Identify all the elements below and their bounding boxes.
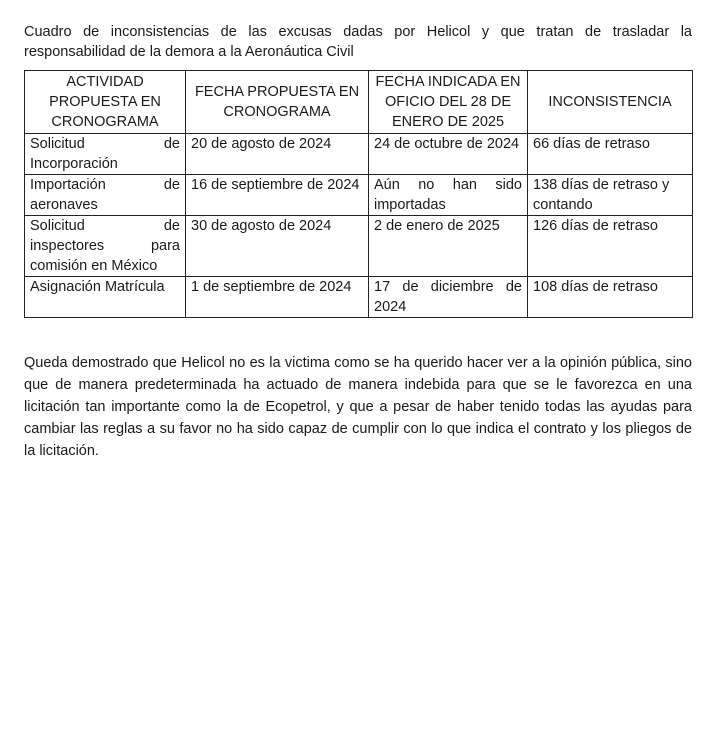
cell-actividad: Solicitud de Incorporación — [25, 134, 186, 175]
cell-inconsistencia: 66 días de retraso — [528, 134, 693, 175]
conclusion-paragraph: Queda demostrado que Helicol no es la victima como se ha querido hacer ver a la opinión pública, sino que de manera predeterminada ha actuado de manera indebida para que se le favorezca en una licitación tan importante como la de Ecopetrol, y que a pesar de haber tenido todas las ayudas para cambiar las reglas a su favor no ha sido capaz de cumplir con lo que indica el contrato y los pliegos de la licitación. — [24, 355, 692, 459]
cell-fecha-oficio: 2 de enero de 2025 — [369, 216, 528, 277]
cell-inconsistencia: 138 días de retraso y contando — [528, 175, 693, 216]
cell-actividad: Asignación Matrícula — [25, 277, 186, 318]
cell-fecha-propuesta: 16 de septiembre de 2024 — [186, 175, 369, 216]
intro-paragraph: Cuadro de inconsistencias de las excusas dadas por Helicol y que tratan de trasladar la responsabilidad de la demora a la Aeronáutica Civil — [24, 24, 692, 60]
table-row — [25, 175, 693, 216]
document-page — [24, 22, 692, 462]
table-row — [25, 216, 693, 277]
cell-fecha-oficio: 17 de diciembre de 2024 — [369, 277, 528, 318]
cell-inconsistencia: 108 días de retraso — [528, 277, 693, 318]
table-row — [25, 277, 693, 318]
cell-fecha-propuesta: 1 de septiembre de 2024 — [186, 277, 369, 318]
header-fecha-propuesta: FECHA PROPUESTA EN CRONOGRAMA — [186, 71, 369, 134]
header-fecha-oficio: FECHA INDICADA EN OFICIO DEL 28 DE ENERO DE 2025 — [369, 71, 528, 134]
table-header-row — [25, 71, 693, 134]
header-actividad: ACTIVIDAD PROPUESTA EN CRONOGRAMA — [25, 71, 186, 134]
inconsistencies-table — [24, 70, 693, 318]
cell-fecha-propuesta: 30 de agosto de 2024 — [186, 216, 369, 277]
cell-fecha-propuesta: 20 de agosto de 2024 — [186, 134, 369, 175]
cell-fecha-oficio: 24 de octubre de 2024 — [369, 134, 528, 175]
cell-actividad: Solicitud de inspectores para comisión en México — [25, 216, 186, 277]
header-inconsistencia: INCONSISTENCIA — [528, 71, 693, 134]
table-row — [25, 134, 693, 175]
cell-actividad: Importación de aeronaves — [25, 175, 186, 216]
cell-fecha-oficio: Aún no han sido importadas — [369, 175, 528, 216]
cell-inconsistencia: 126 días de retraso — [528, 216, 693, 277]
